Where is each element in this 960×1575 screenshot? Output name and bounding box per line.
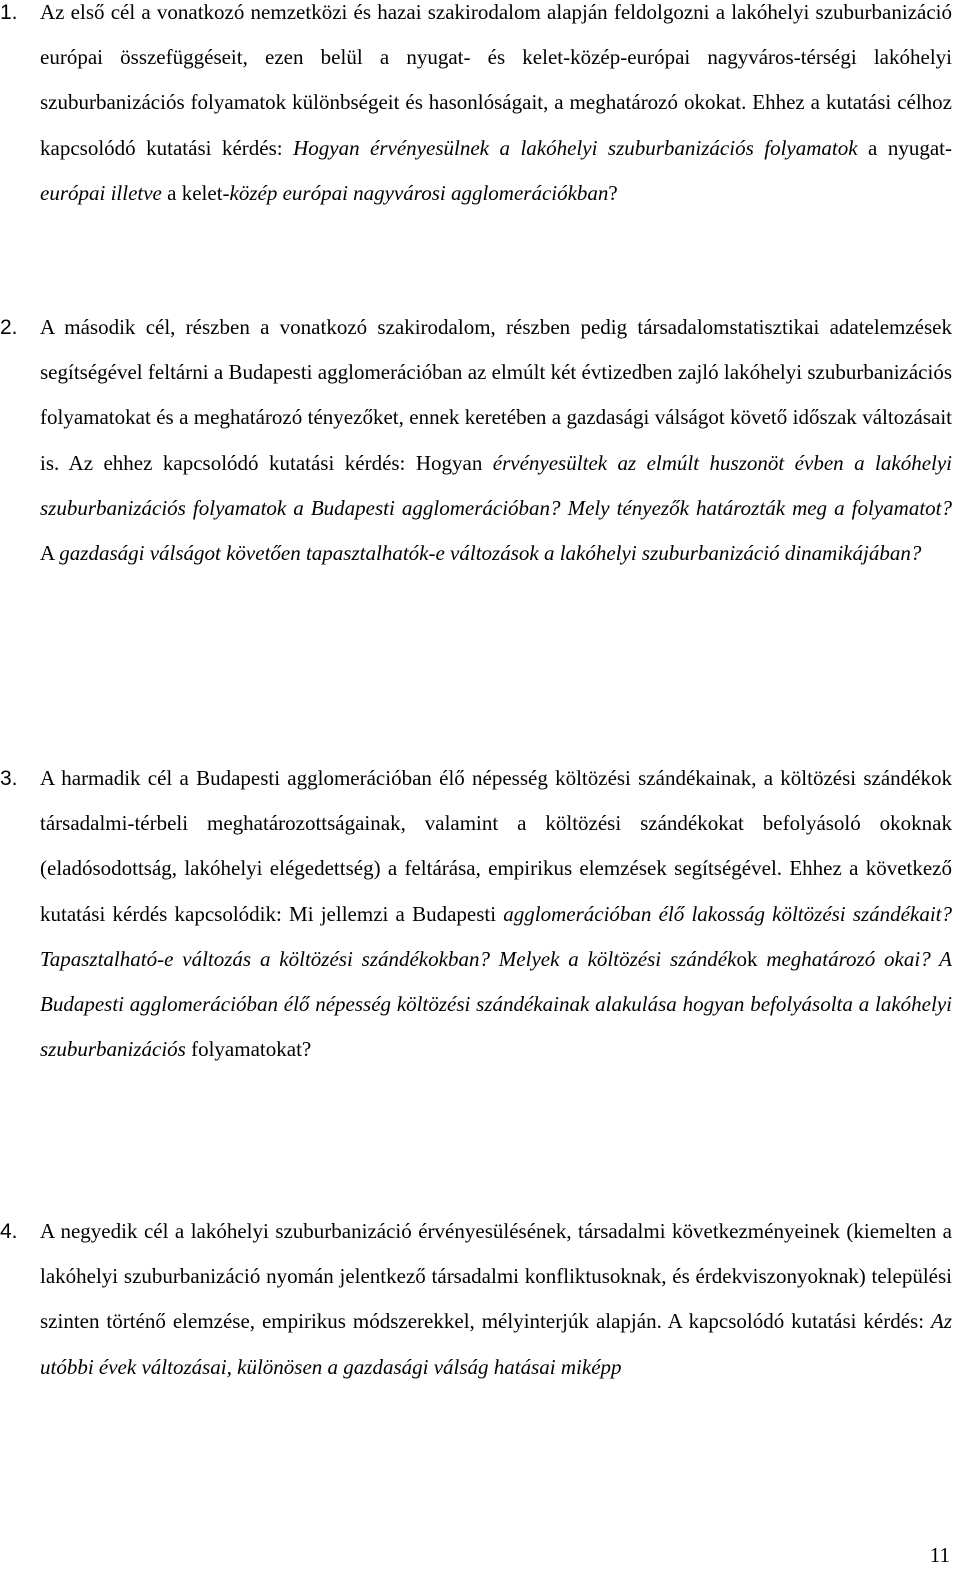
numbered-paragraph-2	[0, 305, 960, 576]
text-run: A	[40, 541, 60, 566]
paragraph-text	[40, 305, 952, 576]
text-run: a nyugat-	[857, 135, 952, 160]
text-run: folyamatokat?	[185, 1037, 312, 1062]
text-run: ok	[736, 946, 767, 971]
italic-text-run: meghatározó okai? A Budapesti agglomerációban élő népesség költözési szándékainak alakulása hogyan befolyásolta a lakóhelyi szuburbanizációs	[40, 946, 953, 1062]
numbered-paragraph-3	[0, 756, 960, 1072]
italic-text-run: európai illetve	[40, 180, 162, 205]
italic-text-run: érvényesültek az elmúlt huszonöt évben a lakóhelyi szuburbanizációs folyamatok a Budapesti agglomerációban? Mely tényezők határozták meg a folyamatot?	[40, 450, 953, 520]
paragraph-text	[40, 0, 952, 216]
paragraph-text	[40, 756, 952, 1072]
paragraph-number: 1.	[0, 1, 18, 24]
paragraph-number: 3.	[0, 767, 18, 790]
text-run: A második cél, részben a vonatkozó szakirodalom, részben pedig társadalomstatisztikai adatelemzések segítségével feltárni a Budapesti agglomerációban az elmúlt két évtizedben zajló lakóhelyi szuburbanizációs folyamatokat és a meghatározó tényezőket, ennek keretében a gazdasági válságot követő időszak változásait is. Az ehhez kapcsolódó kutatási kérdés: Hogyan	[40, 315, 952, 475]
text-run: ?	[608, 180, 618, 205]
text-run: A negyedik cél a lakóhelyi szuburbanizáció érvényesülésének, társadalmi következményeinek (kiemelten a lakóhelyi szuburbanizáció nyomán jelentkező társadalmi konfliktusoknak, és érdekviszonyoknak) települési szinten történő elemzése, empirikus módszerekkel, mélyinterjúk alapján. A kapcsolódó kutatási kérdés:	[40, 1219, 952, 1334]
text-run: a kelet-	[161, 180, 230, 205]
italic-text-run: Az utóbbi évek változásai, különösen a gazdasági válság hatásai miképp	[40, 1309, 952, 1379]
paragraph-text	[40, 1209, 952, 1390]
italic-text-run: agglomerációban élő lakosság költözési szándékait? Tapasztalható-e változás a költözési szándékokban? Melyek a költözési szándék	[40, 901, 952, 971]
paragraph-number: 4.	[0, 1220, 18, 1243]
text-run: A harmadik cél a Budapesti agglomerációban élő népesség költözési szándékainak, a költözési szándékok társadalmi-térbeli meghatározottságainak, valamint a költözési szándékokat befolyásoló okoknak (eladósodottság, lakóhelyi elégedettség) a feltárása, empirikus elemzések segítségével. Ehhez a következő kutatási kérdés kapcsolódik: Mi jellemzi a Budapesti	[40, 766, 952, 926]
italic-text-run: gazdasági válságot követően tapasztalhatók-e változások a lakóhelyi szuburbanizáció dinamikájában?	[59, 541, 922, 566]
italic-text-run: Hogyan érvényesülnek a lakóhelyi szuburbanizációs folyamatok	[293, 135, 858, 160]
text-run: Az első cél a vonatkozó nemzetközi és hazai szakirodalom alapján feldolgozni a lakóhelyi szuburbanizáció európai összefüggéseit, ezen belül a nyugat- és kelet-közép-európai nagyváros-térségi lakóhelyi szuburbanizációs folyamatok különbségeit és hasonlóságait, a meghatározó okokat. Ehhez a kutatási célhoz kapcsolódó kutatási kérdés:	[40, 0, 952, 160]
numbered-paragraph-1	[0, 0, 960, 216]
numbered-paragraph-4	[0, 1209, 960, 1390]
page-number: 11	[929, 1543, 950, 1567]
italic-text-run: közép európai nagyvárosi agglomerációkban	[229, 180, 609, 205]
paragraph-number: 2.	[0, 316, 18, 339]
